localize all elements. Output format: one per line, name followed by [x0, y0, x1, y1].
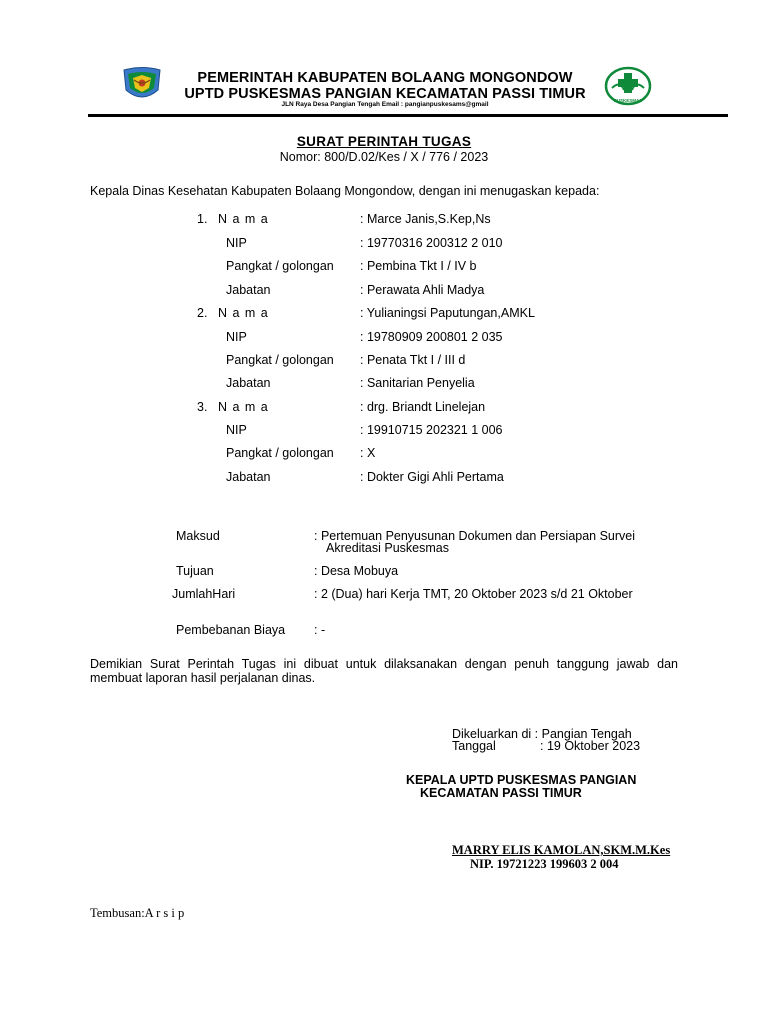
officer-value: : Penata Tkt I / III d — [360, 353, 466, 367]
officer-label: NIP — [226, 423, 247, 437]
intro-text: Kepala Dinas Kesehatan Kabupaten Bolaang Mongondow, dengan ini menugaskan kepada: — [90, 184, 600, 198]
officer-label: N a m a — [218, 306, 269, 320]
biaya-label: Pembebanan Biaya — [176, 623, 286, 637]
regency-emblem-icon — [122, 66, 162, 102]
maksud-value-continued: Akreditasi Puskesmas — [326, 541, 449, 555]
officer-label: N a m a — [218, 212, 269, 226]
header-line-1: PEMERINTAH KABUPATEN BOLAANG MONGONDOW — [197, 70, 573, 86]
officer-number: 3. — [197, 400, 208, 414]
maksud-label: Maksud — [176, 529, 220, 543]
officer-label: NIP — [226, 236, 247, 250]
officer-number: 1. — [197, 212, 208, 226]
officer-number: 2. — [197, 306, 208, 320]
header-divider — [88, 114, 728, 117]
signatory-position-continued: KECAMATAN PASSI TIMUR — [420, 786, 582, 800]
officer-value: : Pembina Tkt I / IV b — [360, 259, 477, 273]
letter-number: Nomor: 800/D.02/Kes / X / 776 / 2023 — [279, 150, 489, 164]
tujuan-value: : Desa Mobuya — [314, 564, 399, 578]
jumlah-hari-label: JumlahHari — [172, 587, 236, 601]
officer-label: Pangkat / golongan — [226, 259, 334, 273]
officer-value: : drg. Briandt Linelejan — [360, 400, 486, 414]
officer-value: : Perawata Ahli Madya — [360, 283, 485, 297]
signatory-name: MARRY ELIS KAMOLAN,SKM.M.Kes — [452, 843, 671, 857]
header-address: JLN Raya Desa Pangian Tengah Email : pangianpuskesams@gmail — [281, 101, 489, 108]
officer-label: Pangkat / golongan — [226, 446, 334, 460]
tujuan-label: Tujuan — [176, 564, 214, 578]
officer-value: : 19910715 202321 1 006 — [360, 423, 503, 437]
biaya-value: : - — [314, 623, 326, 637]
closing-paragraph: Demikian Surat Perintah Tugas ini dibuat untuk dilaksanakan dengan penuh tanggung jawab dan membuat laporan hasil perjalanan dinas. — [90, 657, 678, 685]
carbon-copy: Tembusan:A r s i p — [90, 906, 185, 920]
puskesmas-logo-icon — [604, 66, 652, 106]
officer-label: NIP — [226, 330, 247, 344]
logo-text: PUSKESMAS — [613, 98, 643, 103]
issued-date-label: Tanggal — [452, 739, 496, 753]
officer-value: : 19780909 200801 2 035 — [360, 330, 503, 344]
signatory-nip: NIP. 19721223 199603 2 004 — [470, 857, 619, 871]
header-line-2: UPTD PUSKESMAS PANGIAN KECAMATAN PASSI TIMUR — [184, 86, 586, 102]
issued-place: Dikeluarkan di : Pangian Tengah — [452, 727, 632, 741]
issued-date-value: : 19 Oktober 2023 — [540, 739, 641, 753]
officer-label: Jabatan — [226, 283, 271, 297]
maksud-value: : Pertemuan Penyusunan Dokumen dan Persiapan Survei — [314, 529, 636, 543]
jumlah-hari-value: : 2 (Dua) hari Kerja TMT, 20 Oktober 2023 s/d 21 Oktober — [314, 587, 633, 601]
officer-label: N a m a — [218, 400, 269, 414]
officer-value: : Sanitarian Penyelia — [360, 376, 475, 390]
officer-value: : X — [360, 446, 376, 460]
officer-label: Jabatan — [226, 470, 271, 484]
officer-value: : Marce Janis,S.Kep,Ns — [360, 212, 491, 226]
letter-title: SURAT PERINTAH TUGAS — [296, 134, 472, 149]
signatory-position: KEPALA UPTD PUSKESMAS PANGIAN — [406, 773, 637, 787]
officer-label: Jabatan — [226, 376, 271, 390]
officer-value: : Dokter Gigi Ahli Pertama — [360, 470, 504, 484]
officer-label: Pangkat / golongan — [226, 353, 334, 367]
officer-value: : 19770316 200312 2 010 — [360, 236, 503, 250]
officer-value: : Yulianingsi Paputungan,AMKL — [360, 306, 535, 320]
